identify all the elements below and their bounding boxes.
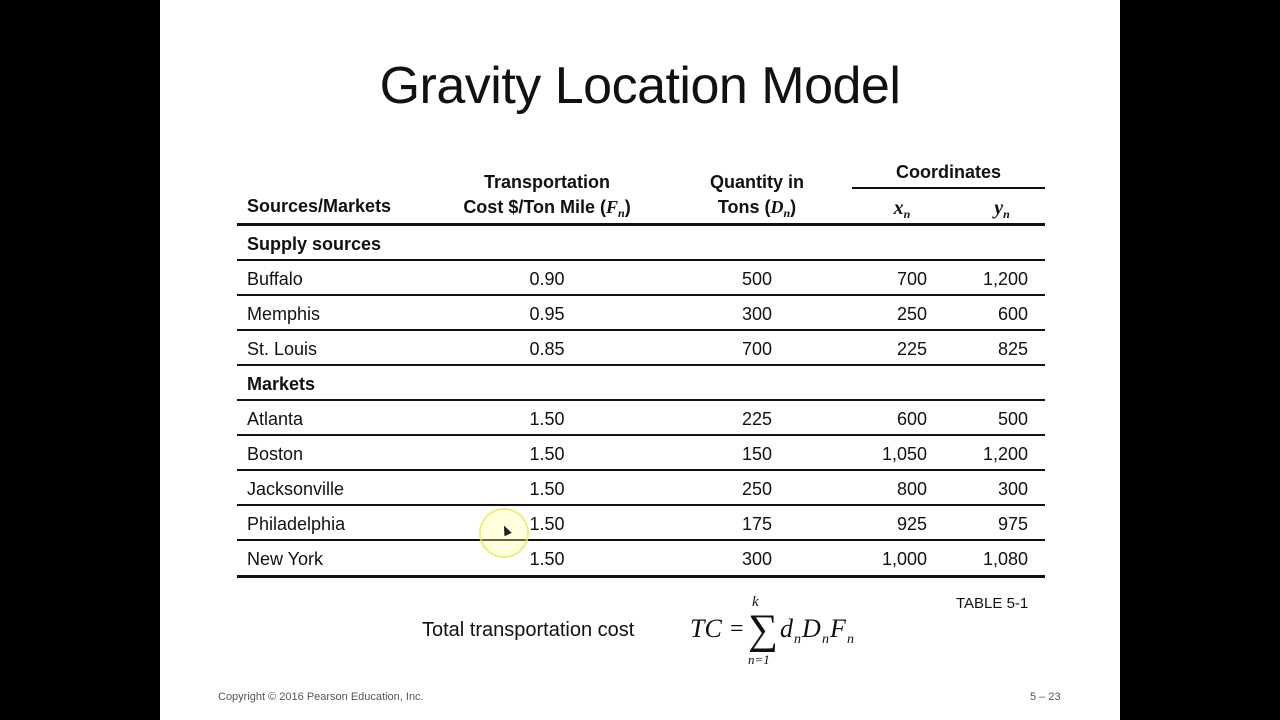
page-number: 5 – 23 <box>1030 691 1061 703</box>
header-transport-cost-line2: Cost $/Ton Mile $(F_n)$ <box>463 197 631 220</box>
header-coordinates: Coordinates <box>895 162 1001 182</box>
header-y: $y_n$ <box>994 197 1010 221</box>
header-x: $x_n$ <box>893 197 911 221</box>
table-row: Atlanta 1.50 225 600 500 <box>247 409 1028 429</box>
summation-symbol: ∑ <box>748 607 778 653</box>
table-row: New York 1.50 300 1,000 1,080 <box>247 549 1028 569</box>
formula-label: Total transportation cost <box>422 619 635 641</box>
section-row-supply-sources: Supply sources <box>247 234 382 254</box>
table-row: Buffalo 0.90 500 700 1,200 <box>247 269 1028 289</box>
section-row-markets: Markets <box>247 374 316 394</box>
coordinates-underline <box>852 187 1045 189</box>
table-bottom-rule <box>237 575 1045 578</box>
slide-title: Gravity Location Model <box>379 57 901 115</box>
slide <box>160 0 1120 720</box>
header-quantity-line2: Tons $(D_n)$ <box>717 197 797 220</box>
table-row: Jacksonville 1.50 250 800 300 <box>247 479 1028 499</box>
header-sources-markets: Sources/Markets <box>247 196 392 216</box>
table-label: TABLE 5-1 <box>956 595 1029 612</box>
table-row: Boston 1.50 150 1,050 1,200 <box>247 444 1028 464</box>
table-row: Memphis 0.95 300 250 600 <box>247 304 1028 324</box>
total-cost-formula: TC = k ∑ n=1 d n D n F n <box>690 594 854 667</box>
header-transport-cost-line1: Transportation <box>483 172 610 192</box>
footer-copyright: Copyright © 2016 Pearson Education, Inc. <box>218 691 424 703</box>
table-row: St. Louis 0.85 700 225 825 <box>247 339 1028 359</box>
table-row: Philadelphia 1.50 175 925 975 <box>247 514 1028 534</box>
header-quantity-line1: Quantity in <box>710 172 804 192</box>
